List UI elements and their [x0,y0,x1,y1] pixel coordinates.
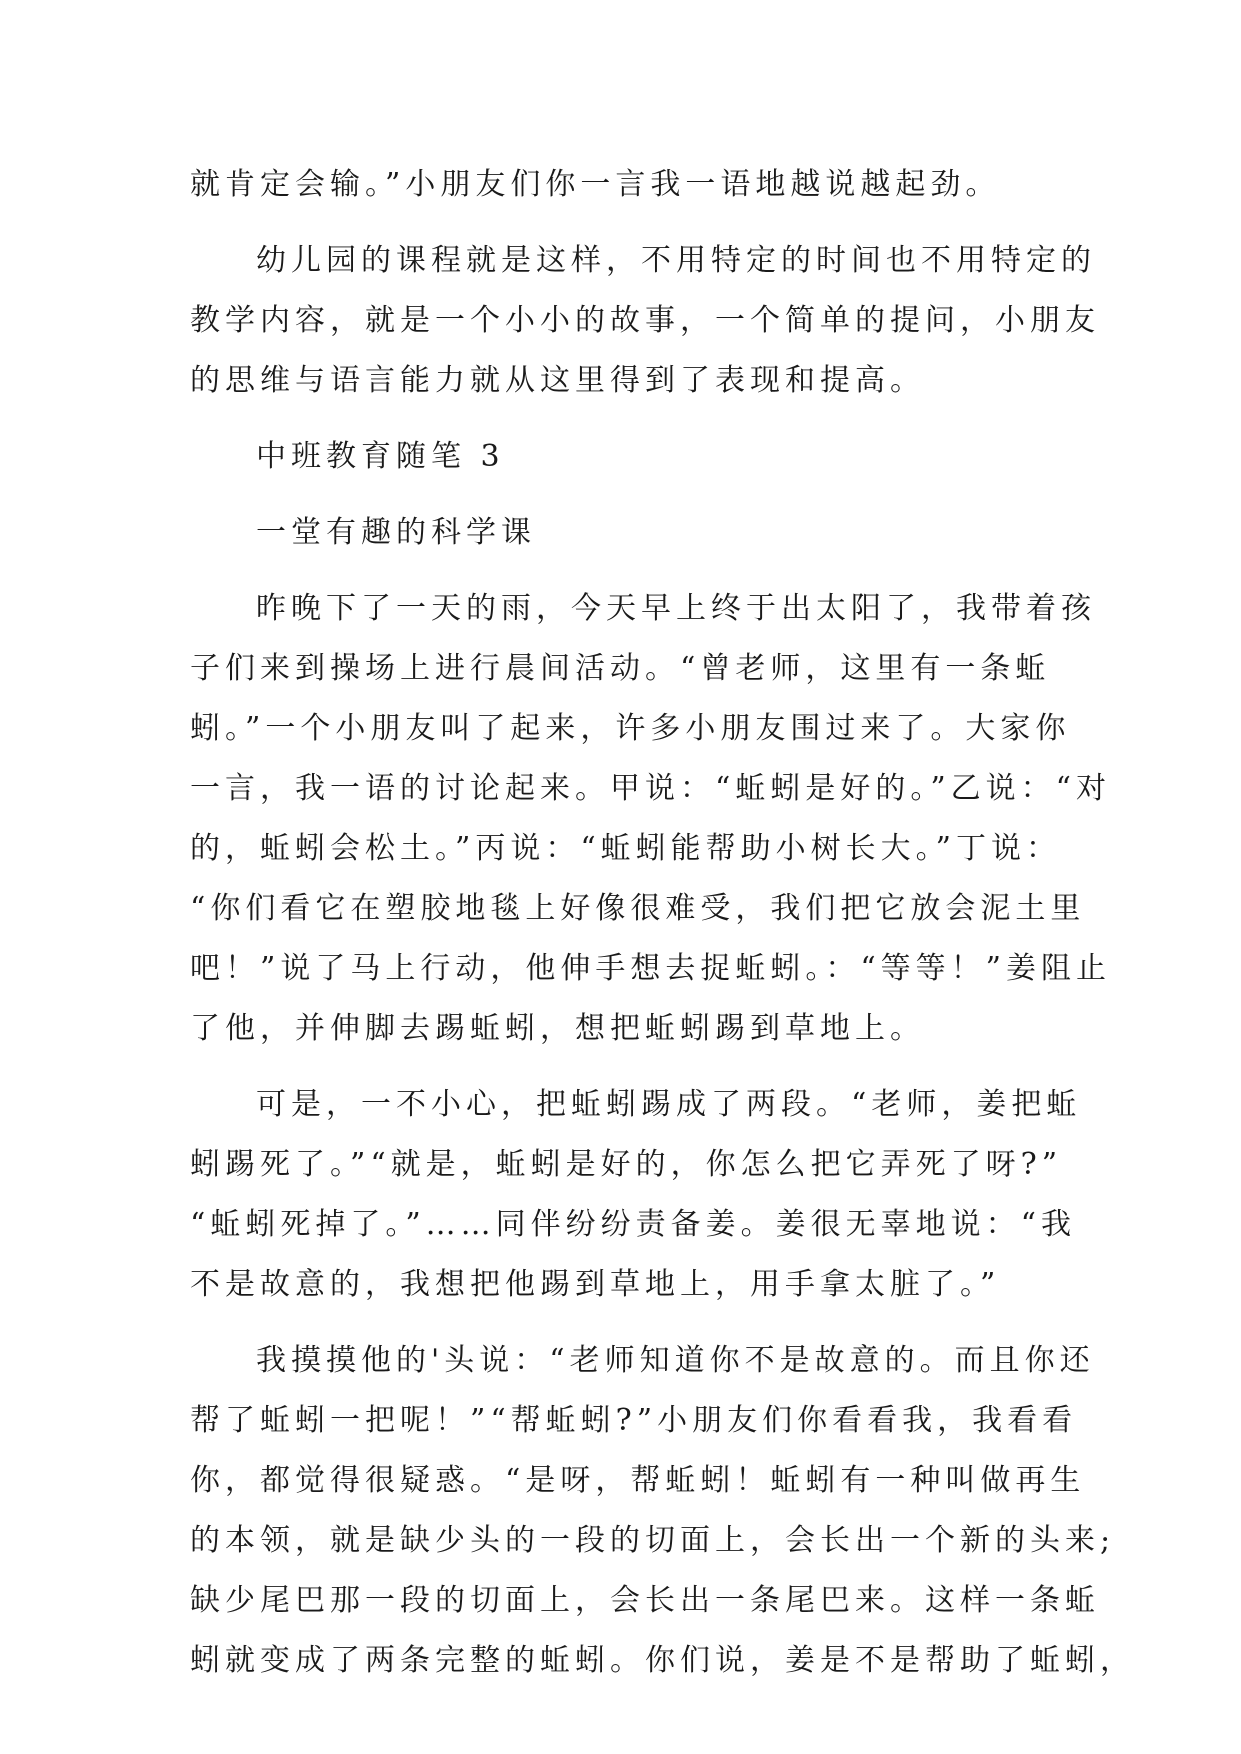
text-line: 的思维与语言能力就从这里得到了表现和提高。 [190,363,925,398]
paragraph-start-line: 昨晚下了一天的雨，今天早上终于出太阳了，我带着孩 [256,591,1096,626]
text-line: 的本领，就是缺少头的一段的切面上，会长出一个新的头来; [190,1523,1116,1558]
text-line: 你，都觉得很疑惑。“是呀，帮蚯蚓！蚯蚓有一种叫做再生 [190,1463,1086,1498]
paragraph-start-line: 可是，一不小心，把蚯蚓踢成了两段。“老师，姜把蚯 [256,1087,1082,1122]
text-line: 就肯定会输。”小朋友们你一言我一语地越说越起劲。 [190,167,1001,202]
body-text [190,155,1135,1691]
section-heading: 中班教育随笔 3 [256,439,505,474]
text-line: 蚓。”一个小朋友叫了起来，许多小朋友围过来了。大家你 [190,711,1071,746]
text-line: 蚓踢死了。”“就是，蚯蚓是好的，你怎么把它弄死了呀?” [190,1147,1063,1182]
paragraph-start-line: 幼儿园的课程就是这样，不用特定的时间也不用特定的 [256,243,1096,278]
text-line: 帮了蚯蚓一把呢！”“帮蚯蚓?”小朋友们你看看我，我看看 [190,1403,1078,1438]
text-line: 不是故意的，我想把他踢到草地上，用手拿太脏了。” [190,1267,1001,1302]
text-line: 的，蚯蚓会松土。”丙说：“蚯蚓能帮助小树长大。”丁说： [190,831,1062,866]
text-line: “你们看它在塑胶地毯上好像很难受，我们把它放会泥土里 [190,891,1086,926]
text-line: 了他，并伸脚去踢蚯蚓，想把蚯蚓踢到草地上。 [190,1011,925,1046]
text-line: 蚓就变成了两条完整的蚯蚓。你们说，姜是不是帮助了蚯蚓， [190,1643,1135,1678]
text-line: “蚯蚓死掉了。”……同伴纷纷责备姜。姜很无辜地说：“我 [190,1207,1077,1242]
article-title: 一堂有趣的科学课 [256,515,536,550]
text-line: 教学内容，就是一个小小的故事，一个简单的提问，小朋友 [190,303,1100,338]
text-line: 一言，我一语的讨论起来。甲说：“蚯蚓是好的。”乙说：“对 [190,771,1112,806]
text-line: 子们来到操场上进行晨间活动。“曾老师，这里有一条蚯 [190,651,1051,686]
text-line: 缺少尾巴那一段的切面上，会长出一条尾巴来。这样一条蚯 [190,1583,1100,1618]
paragraph-start-line: 我摸摸他的'头说：“老师知道你不是故意的。而且你还 [256,1343,1095,1378]
text-line: 吧！”说了马上行动，他伸手想去捉蚯蚓。：“等等！”姜阻止 [190,951,1112,986]
